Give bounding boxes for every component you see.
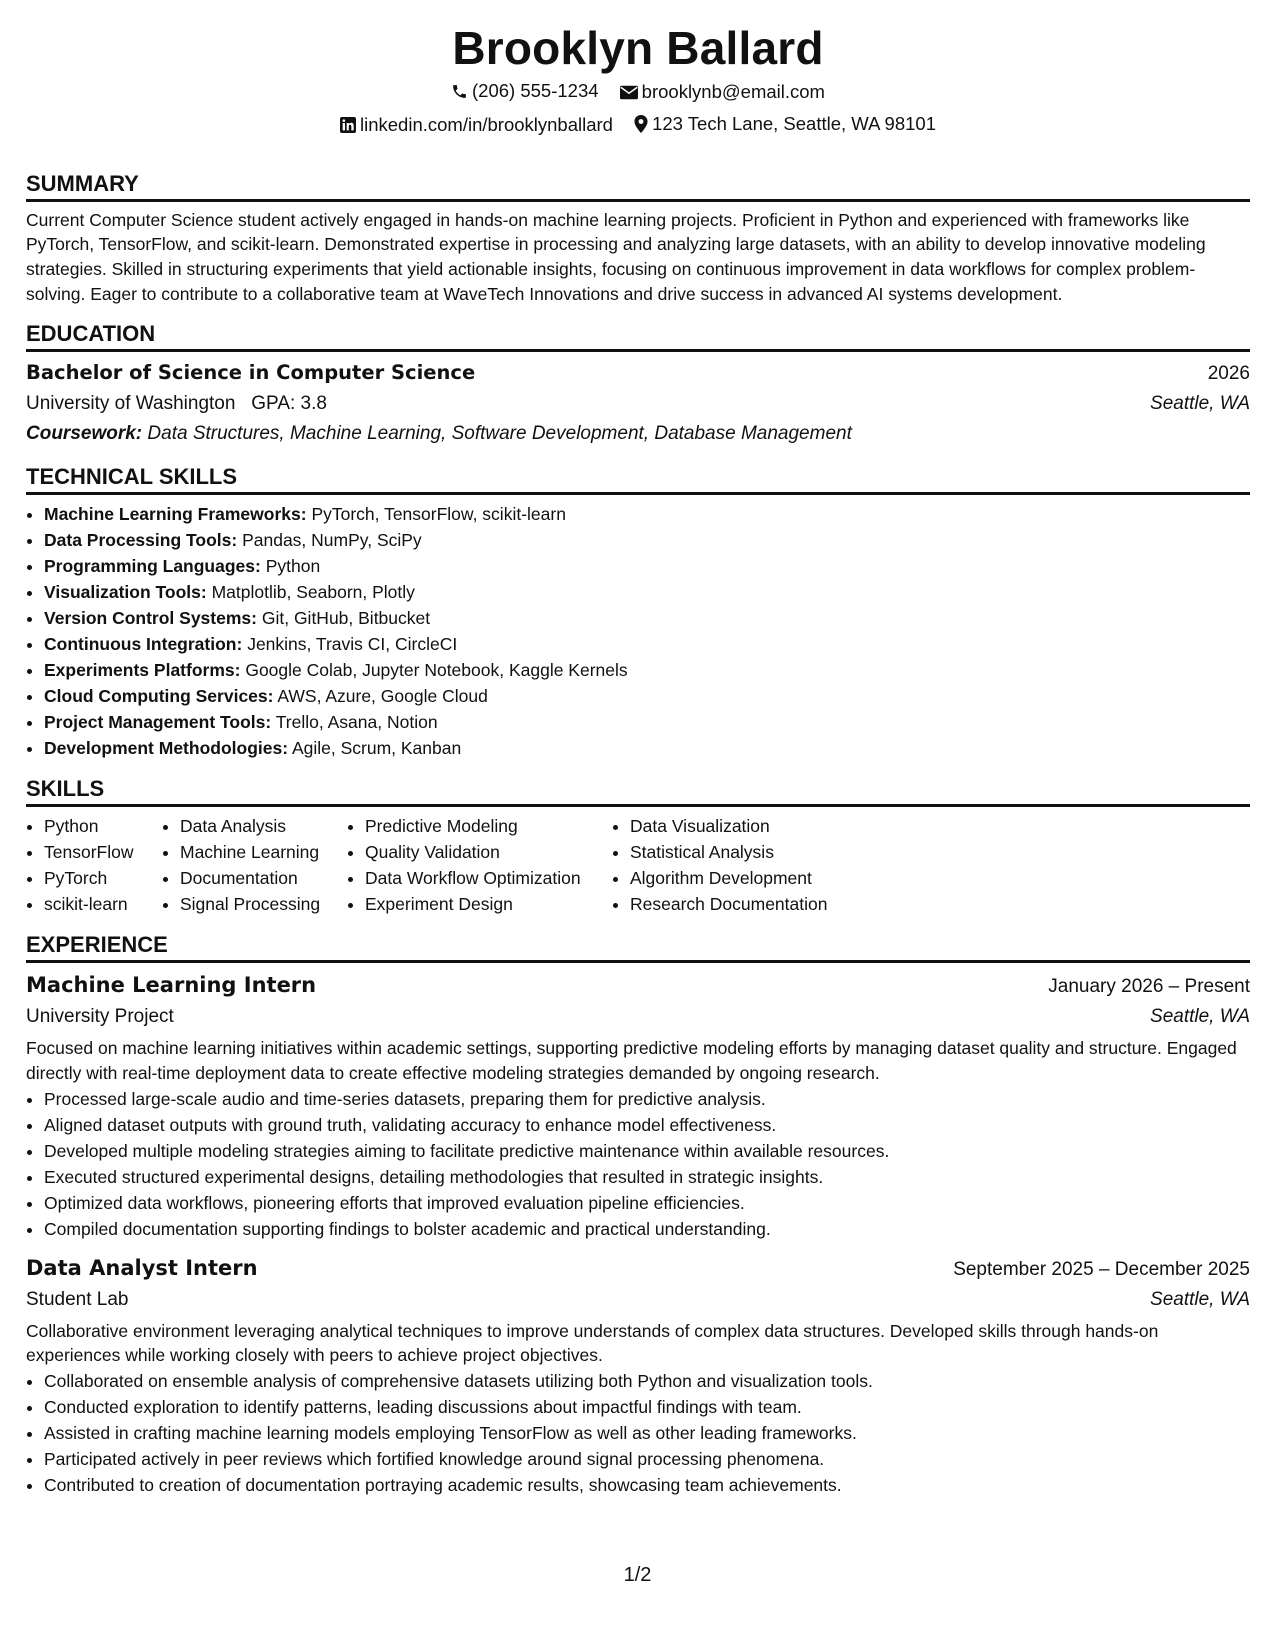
list-item: • Data Analysis [180, 813, 347, 839]
job-bullets [26, 1368, 1250, 1498]
email-contact[interactable] [620, 77, 825, 107]
job-location: Seattle, WA [1150, 1288, 1250, 1310]
skill-category: Version Control Systems: [44, 608, 257, 629]
job-bullets [26, 1086, 1250, 1242]
list-item: • PyTorch [44, 865, 162, 891]
experience-section [26, 931, 1250, 1498]
list-item: • Data Workflow Optimization [365, 865, 612, 891]
technical-skills-list [26, 501, 1250, 761]
list-item: • Executed structured experimental designs, detailing methodologies that resulted in strategic insights. [44, 1164, 1250, 1190]
skill-category: Data Processing Tools: [44, 530, 238, 551]
skill-category: Cloud Computing Services: [44, 686, 274, 707]
page-number: 1/2 [623, 1564, 652, 1586]
skills-column [162, 813, 347, 917]
contact-line-2 [26, 109, 1250, 142]
job-role: Machine Learning Intern [26, 973, 317, 998]
list-item: • Research Documentation [630, 891, 880, 917]
map-marker-icon [634, 115, 648, 133]
skill-values: Trello, Asana, Notion [275, 712, 438, 733]
email-address[interactable]: brooklynb@email.com [641, 81, 825, 102]
list-item [44, 553, 1250, 579]
list-item: • Optimized data workflows, pioneering efforts that improved evaluation pipeline efficiencies. [44, 1190, 1250, 1216]
contact-line-1 [26, 76, 1250, 109]
skill-values: Git, GitHub, Bitbucket [261, 608, 431, 629]
job-organization: University Project [26, 1006, 174, 1028]
school-name: University of Washington [26, 393, 236, 415]
job-dates: January 2026 – Present [1048, 976, 1250, 998]
skill-values: Google Colab, Jupyter Notebook, Kaggle Kernels [245, 660, 628, 681]
list-item [44, 735, 1250, 761]
job-location: Seattle, WA [1150, 1006, 1250, 1028]
list-item [44, 527, 1250, 553]
skill-category: Continuous Integration: [44, 634, 243, 655]
coursework-list: Data Structures, Machine Learning, Software Development, Database Management [147, 423, 852, 445]
list-item: • Aligned dataset outputs with ground truth, validating accuracy to enhance model effectiveness. [44, 1112, 1250, 1138]
list-item: • Predictive Modeling [365, 813, 612, 839]
education-header-row [26, 358, 1250, 389]
list-item: • Machine Learning [180, 839, 347, 865]
skills-column [612, 813, 880, 917]
summary-section [26, 170, 1250, 307]
street-address: 123 Tech Lane, Seattle, WA 98101 [652, 112, 936, 134]
skill-values: Pandas, NumPy, SciPy [242, 530, 422, 551]
list-item [44, 501, 1250, 527]
section-heading: SUMMARY [26, 170, 1250, 202]
skill-category: Machine Learning Frameworks: [44, 504, 307, 525]
phone-number: (206) 555-1234 [472, 80, 599, 101]
job-description: Focused on machine learning initiatives within academic settings, supporting predictive modeling efforts by managing dataset quality and structure. Engaged directly with real-time deployment data to create effective modeling strategies demanded by ongoing research. [26, 1038, 1237, 1084]
list-item: • Contributed to creation of documentation portraying academic results, showcasing team achievements. [44, 1472, 1250, 1498]
address-contact [634, 109, 936, 139]
job-role: Data Analyst Intern [26, 1255, 258, 1280]
section-heading: EXPERIENCE [26, 931, 1250, 963]
skill-values: Matplotlib, Seaborn, Plotly [211, 582, 415, 603]
skills-column [26, 813, 162, 917]
phone-contact [451, 76, 599, 106]
candidate-name: Brooklyn Ballard [452, 22, 824, 74]
list-item: • Signal Processing [180, 891, 347, 917]
skill-values: AWS, Azure, Google Cloud [277, 686, 488, 707]
list-item: • Statistical Analysis [630, 839, 880, 865]
gpa: GPA: 3.8 [251, 393, 327, 415]
skills-section [26, 775, 1250, 917]
skill-values: Python [265, 556, 321, 577]
summary-text: Current Computer Science student actively engaged in hands-on machine learning projects. Proficient in Python and experienced with frameworks like PyTorch, TensorFlow, and scikit-learn. Demonstrated expertise in processing and analyzing large datasets, with an ability to develop innovative modeling strategies. Skilled in structuring experiments that yield actionable insights, focusing on continuous improvement in data workflows for complex problem-solving. Eager to contribute to a collaborative team at WaveTech Innovations and drive success in advanced AI systems development. [26, 209, 1206, 304]
skill-values: PyTorch, TensorFlow, scikit-learn [311, 504, 566, 525]
school-location: Seattle, WA [1150, 393, 1250, 415]
list-item [44, 579, 1250, 605]
skill-values: Jenkins, Travis CI, CircleCI [247, 634, 458, 655]
skill-category: Visualization Tools: [44, 582, 207, 603]
list-item: • Participated actively in peer reviews which fortified knowledge around signal processing phenomena. [44, 1446, 1250, 1472]
job-organization: Student Lab [26, 1288, 129, 1310]
job-header-row [26, 969, 1250, 1002]
list-item: • TensorFlow [44, 839, 162, 865]
list-item [44, 631, 1250, 657]
list-item: • Conducted exploration to identify patterns, leading discussions about impactful findings with team. [44, 1394, 1250, 1420]
job-org-row [26, 1002, 1250, 1032]
section-heading: EDUCATION [26, 320, 1250, 352]
list-item: • Python [44, 813, 162, 839]
section-heading: SKILLS [26, 775, 1250, 807]
job-entry [26, 1252, 1250, 1498]
list-item: • Data Visualization [630, 813, 880, 839]
job-dates: September 2025 – December 2025 [953, 1258, 1250, 1280]
section-heading: TECHNICAL SKILLS [26, 463, 1250, 495]
list-item [44, 683, 1250, 709]
list-item: • Documentation [180, 865, 347, 891]
technical-skills-section [26, 463, 1250, 761]
list-item: • Compiled documentation supporting findings to bolster academic and practical understanding. [44, 1216, 1250, 1242]
skill-category: Project Management Tools: [44, 712, 272, 733]
envelope-icon [620, 85, 638, 100]
list-item: • Assisted in crafting machine learning models employing TensorFlow as well as other leading frameworks. [44, 1420, 1250, 1446]
list-item [44, 709, 1250, 735]
graduation-year: 2026 [1207, 363, 1250, 385]
skill-category: Experiments Platforms: [44, 660, 241, 681]
linkedin-icon [340, 117, 356, 133]
linkedin-contact[interactable] [340, 110, 613, 140]
education-section [26, 320, 1250, 449]
skill-category: Development Methodologies: [44, 738, 289, 759]
list-item: • Algorithm Development [630, 865, 880, 891]
education-school-row [26, 389, 1250, 419]
skills-grid [26, 813, 1250, 917]
linkedin-url[interactable]: linkedin.com/in/brooklynballard [360, 113, 613, 135]
coursework-line [26, 419, 1250, 449]
list-item: • Experiment Design [365, 891, 612, 917]
job-description: Collaborative environment leveraging analytical techniques to improve understands of complex data structures. Developed skills through hands-on experiences while working closely with peers to achieve project objectives. [26, 1320, 1159, 1366]
job-org-row [26, 1285, 1250, 1315]
list-item: • Quality Validation [365, 839, 612, 865]
list-item: • Collaborated on ensemble analysis of comprehensive datasets utilizing both Python and visualization tools. [44, 1368, 1250, 1394]
phone-icon [451, 83, 468, 100]
coursework-label: Coursework: [26, 423, 143, 445]
resume-header [26, 20, 1250, 142]
list-item [44, 657, 1250, 683]
list-item: • Processed large-scale audio and time-series datasets, preparing them for predictive analysis. [44, 1086, 1250, 1112]
school-info [26, 389, 327, 419]
skill-values: Agile, Scrum, Kanban [291, 738, 462, 759]
degree-title: Bachelor of Science in Computer Science [26, 361, 476, 385]
skills-column [347, 813, 612, 917]
list-item: • scikit-learn [44, 891, 162, 917]
resume-page [26, 20, 1250, 1508]
job-entry [26, 969, 1250, 1241]
skill-category: Programming Languages: [44, 556, 261, 577]
list-item: • Developed multiple modeling strategies aiming to facilitate predictive maintenance within available resources. [44, 1138, 1250, 1164]
list-item [44, 605, 1250, 631]
job-header-row [26, 1252, 1250, 1285]
